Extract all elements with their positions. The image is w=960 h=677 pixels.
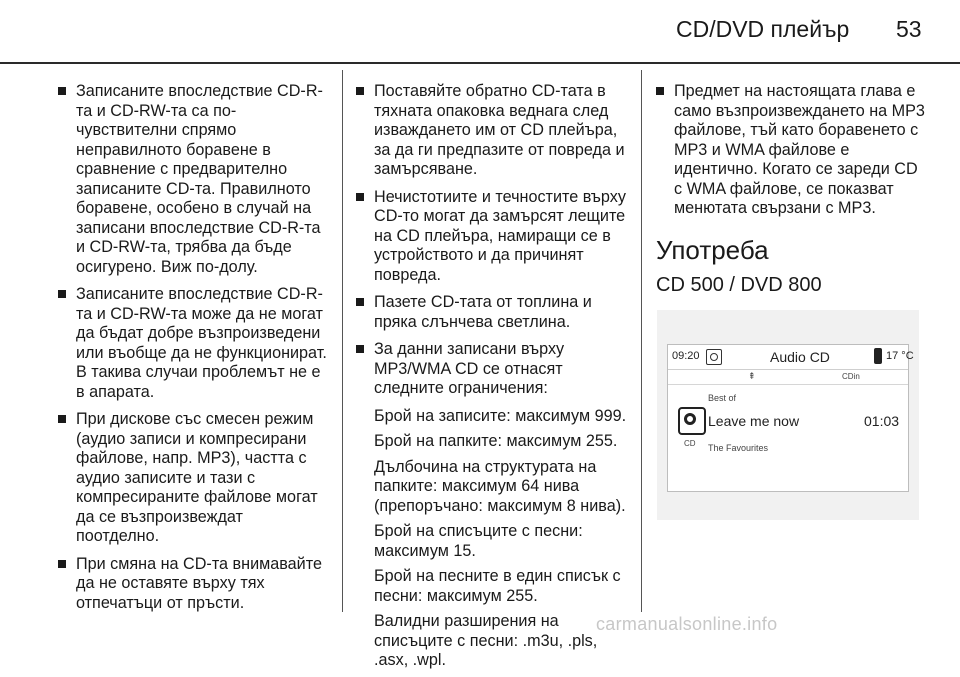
section-heading: Употреба [656, 234, 769, 265]
column-divider [641, 70, 642, 612]
bullet-text: При дискове със смесен режим (аудио записи и компресирани файлове, напр. MP3), частта с аудио записите и тази с компресираните файлове могат да се възпроизвеждат поотделно. [76, 410, 318, 545]
bullet-item [356, 340, 628, 399]
column-3 [656, 82, 926, 297]
bullet-list [58, 82, 330, 613]
bullet-text: При смяна на CD-та внимавайте да не оставяте върху тях отпечатъци от пръсти. [76, 554, 322, 612]
bullet-text: Пазете CD-тата от топлина и пряка слънчева светлина. [374, 293, 592, 331]
bullet-item [58, 555, 330, 614]
folder-label: Best of [708, 393, 737, 403]
bullet-text: За данни записани върху MP3/WMA CD се отнасят следните ограничения: [374, 340, 565, 397]
bullet-text: Записаните впоследствие CD-R-та и CD-RW-та са по-чувствителни спрямо неправилното боравене в сравнение с предварително записаните CD-та. Правилното боравене, особено в случай на записани впоследствие CD-R-та и CD-RW-та, трябва да бъде осигурено. Виж по-долу. [76, 82, 323, 276]
disc-label: CD [684, 439, 696, 448]
bullet-list [356, 82, 628, 399]
subsection-heading: CD 500 / DVD 800 [656, 273, 822, 296]
limit-item: Дълбочина на структурата на папките: максимум 64 нива (препоръчано: максимум 8 нива). [374, 457, 626, 515]
bullet-text: Поставяйте обратно CD-тата в тяхната опаковка веднага след изваждането им от CD плейъра, за да ги предпазите от повреда и замърсяване. [374, 82, 625, 178]
artist-name: The Favourites [708, 443, 769, 453]
column-1 [58, 82, 330, 621]
bullet-text: Записаните впоследствие CD-R-та и CD-RW-та може да не могат да бъдат добре възпроизведени или въобще да не функционират. В такива случаи проблемът не е в апарата. [76, 285, 327, 401]
bullet-item [356, 82, 628, 180]
header-divider [0, 62, 960, 64]
bullet-item [656, 82, 926, 219]
screen-title: Audio CD [770, 349, 830, 365]
cd-icon [678, 407, 706, 435]
bullet-item [356, 188, 628, 286]
column-2 [356, 82, 628, 677]
screen-status-bar [668, 345, 914, 370]
display-figure [657, 310, 919, 520]
track-title: Leave me now [708, 413, 800, 429]
folder-up-icon: ⇞ [748, 371, 756, 381]
bullet-item [58, 285, 330, 402]
bullet-item [58, 410, 330, 547]
disc-icon [706, 349, 722, 365]
limit-item: Брой на списъците с песни: максимум 15. [374, 522, 583, 560]
infotainment-screen [667, 344, 914, 492]
bullet-item [356, 293, 628, 332]
limit-item: Брой на папките: максимум 255. [374, 432, 618, 450]
bullet-text: Нечистотиите и течностите върху CD-то могат да замърсят лещите на CD плейъра, намиращи се в устройството и да причинят повреда. [374, 187, 626, 284]
clock: 09:20 [672, 350, 700, 362]
bullet-text: Предмет на настоящата глава е само възпроизвеждането на MP3 файлове, тъй като боравенето с MP3 и WMA файлове е идентично. Когато се зареди CD с WMA файлове, се показват менютата свързани с MP3. [674, 82, 925, 217]
phone-icon [874, 348, 882, 364]
temperature: 17 °C [886, 350, 914, 362]
limit-item: Брой на записите: максимум 999. [374, 406, 627, 425]
limit-item: Валидни разширения на списъците с песни: .m3u, .pls, .asx, .wpl. [374, 612, 598, 669]
page-header [0, 0, 960, 64]
bullet-item [58, 82, 330, 277]
watermark: carmanualsonline.info [596, 614, 778, 634]
screen-source-bar [668, 370, 908, 385]
bullet-list [656, 82, 926, 219]
limit-item: Брой на песните в един списък с песни: максимум 255. [374, 567, 621, 605]
column-divider [342, 70, 343, 612]
page-title: CD/DVD плейър [676, 16, 850, 42]
page-number: 53 [896, 16, 922, 42]
source-label: CDin [842, 372, 860, 381]
track-duration: 01:03 [864, 413, 900, 429]
